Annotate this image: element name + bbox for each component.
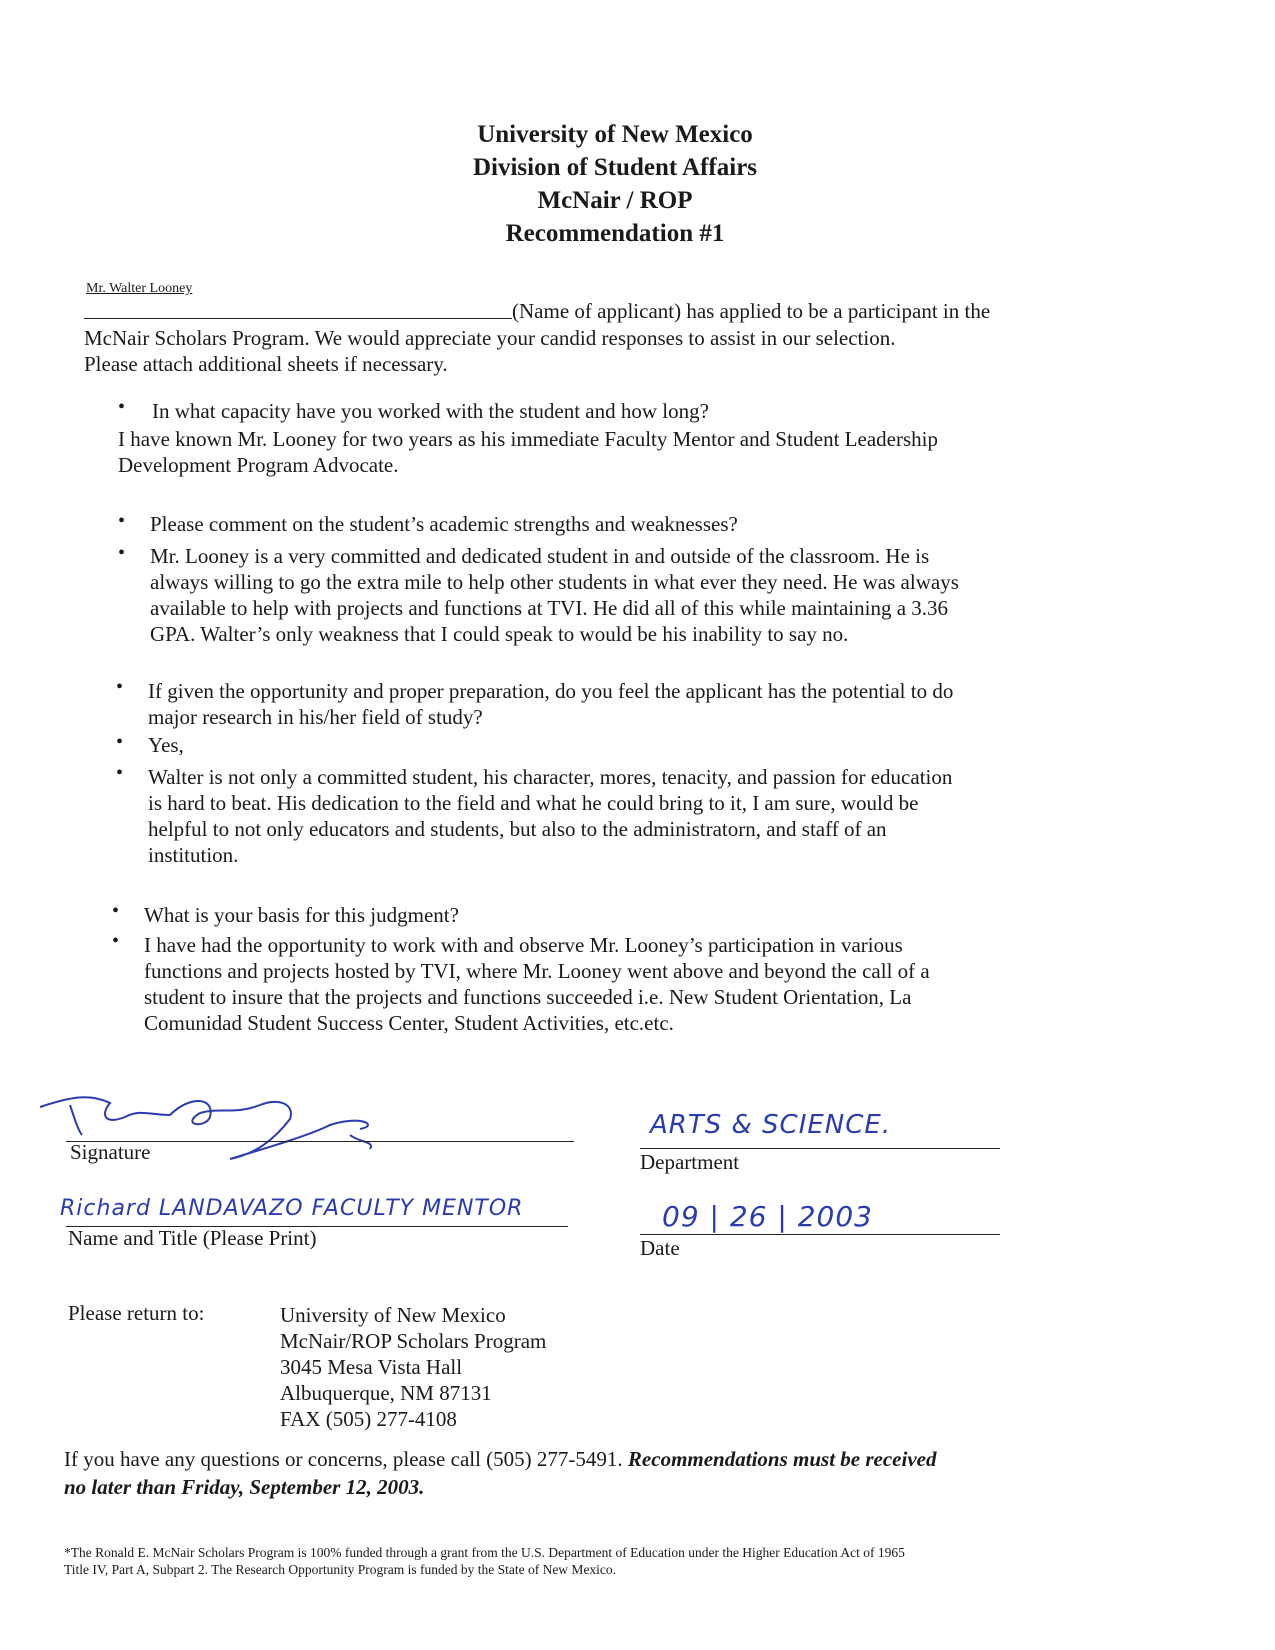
bullet-icon: • bbox=[118, 396, 126, 418]
question-3-line-2: major research in his/her field of study? bbox=[148, 705, 483, 729]
contact-text: If you have any questions or concerns, please call (505) 277-5491. bbox=[64, 1447, 623, 1471]
answer-1-line-2: Development Program Advocate. bbox=[118, 453, 399, 477]
document-header bbox=[0, 118, 1230, 250]
bullet-icon: • bbox=[116, 731, 124, 753]
answer-4-line-1: I have had the opportunity to work with and observe Mr. Looney’s participation in various bbox=[144, 933, 903, 957]
contact-line bbox=[64, 1446, 936, 1472]
answer-4-line-2: functions and projects hosted by TVI, where Mr. Looney went above and beyond the call of a bbox=[144, 959, 930, 983]
answer-3-line-3: helpful to not only educators and students, but also to the administratorn, and staff of an bbox=[148, 817, 887, 841]
question-2: Please comment on the student’s academic strengths and weaknesses? bbox=[150, 512, 738, 536]
header-recommendation: Recommendation #1 bbox=[505, 220, 725, 247]
answer-3-line-2: is hard to beat. His dedication to the field and what he could bring to it, I am sure, would be bbox=[148, 791, 919, 815]
answer-3-yes: Yes, bbox=[148, 733, 184, 757]
date-value: 09 | 26 | 2003 bbox=[662, 1200, 873, 1233]
answer-2-line-2: always willing to go the extra mile to help other students in what ever they need. He was always bbox=[150, 570, 959, 594]
answer-2-line-4: GPA. Walter’s only weakness that I could speak to would be his inability to say no. bbox=[150, 622, 849, 646]
return-line-2: McNair/ROP Scholars Program bbox=[280, 1329, 547, 1353]
header-program: McNair / ROP bbox=[537, 187, 693, 214]
answer-1-line-1: I have known Mr. Looney for two years as his immediate Faculty Mentor and Student Leadership bbox=[118, 427, 938, 451]
return-line-1: University of New Mexico bbox=[280, 1303, 506, 1327]
return-line-3: 3045 Mesa Vista Hall bbox=[280, 1355, 463, 1379]
deadline-line-1: Recommendations must be received bbox=[627, 1447, 937, 1471]
intro-line-3: Please attach additional sheets if necessary. bbox=[84, 352, 448, 376]
department-value: ARTS & SCIENCE. bbox=[650, 1110, 892, 1140]
answer-4-line-3: student to insure that the projects and functions succeeded i.e. New Student Orientation, La bbox=[144, 985, 912, 1009]
name-title-label: Name and Title (Please Print) bbox=[68, 1226, 317, 1250]
answer-2-line-3: available to help with projects and functions at TVI. He did all of this while maintaining a 3.36 bbox=[150, 596, 949, 620]
intro-line-1: (Name of applicant) has applied to be a participant in the bbox=[512, 299, 991, 323]
deadline-line-2: no later than Friday, September 12, 2003. bbox=[64, 1475, 425, 1499]
date-label: Date bbox=[640, 1236, 680, 1260]
bullet-icon: • bbox=[118, 510, 126, 532]
applicant-name: Mr. Walter Looney bbox=[86, 281, 193, 296]
footnote-line-1: *The Ronald E. McNair Scholars Program is 100% funded through a grant from the U.S. Department of Education under the Higher Education Act of 1965 bbox=[64, 1545, 905, 1560]
signature-label: Signature bbox=[70, 1140, 151, 1164]
answer-2-line-1: Mr. Looney is a very committed and dedicated student in and outside of the classroom. He is bbox=[150, 544, 930, 568]
department-label: Department bbox=[640, 1150, 740, 1174]
return-line-4: Albuquerque, NM 87131 bbox=[280, 1381, 492, 1405]
department-line bbox=[640, 1148, 1000, 1149]
bullet-icon: • bbox=[112, 900, 120, 922]
bullet-icon: • bbox=[118, 542, 126, 564]
answer-4-line-4: Comunidad Student Success Center, Student Activities, etc.etc. bbox=[144, 1011, 674, 1035]
applicant-name-line bbox=[84, 318, 512, 319]
answer-3-line-4: institution. bbox=[148, 843, 239, 867]
return-label: Please return to: bbox=[68, 1301, 205, 1325]
return-line-5: FAX (505) 277-4108 bbox=[280, 1407, 457, 1431]
return-address bbox=[280, 1302, 546, 1432]
name-title-value: Richard LANDAVAZO FACULTY MENTOR bbox=[60, 1196, 524, 1221]
question-3-line-1: If given the opportunity and proper preparation, do you feel the applicant has the potential to do bbox=[148, 679, 954, 703]
footnote-line-2: Title IV, Part A, Subpart 2. The Research Opportunity Program is funded by the State of New Mexico. bbox=[64, 1562, 617, 1577]
date-line bbox=[640, 1234, 1000, 1235]
answer-3-line-1: Walter is not only a committed student, his character, mores, tenacity, and passion for education bbox=[148, 765, 953, 789]
intro-line-2: McNair Scholars Program. We would appreciate your candid responses to assist in our selection. bbox=[84, 326, 896, 350]
question-1: In what capacity have you worked with the student and how long? bbox=[152, 399, 709, 423]
bullet-icon: • bbox=[112, 930, 120, 952]
header-division: Division of Student Affairs bbox=[472, 154, 758, 181]
bullet-icon: • bbox=[116, 676, 124, 698]
header-university: University of New Mexico bbox=[477, 121, 753, 148]
bullet-icon: • bbox=[116, 762, 124, 784]
question-4: What is your basis for this judgment? bbox=[144, 903, 459, 927]
